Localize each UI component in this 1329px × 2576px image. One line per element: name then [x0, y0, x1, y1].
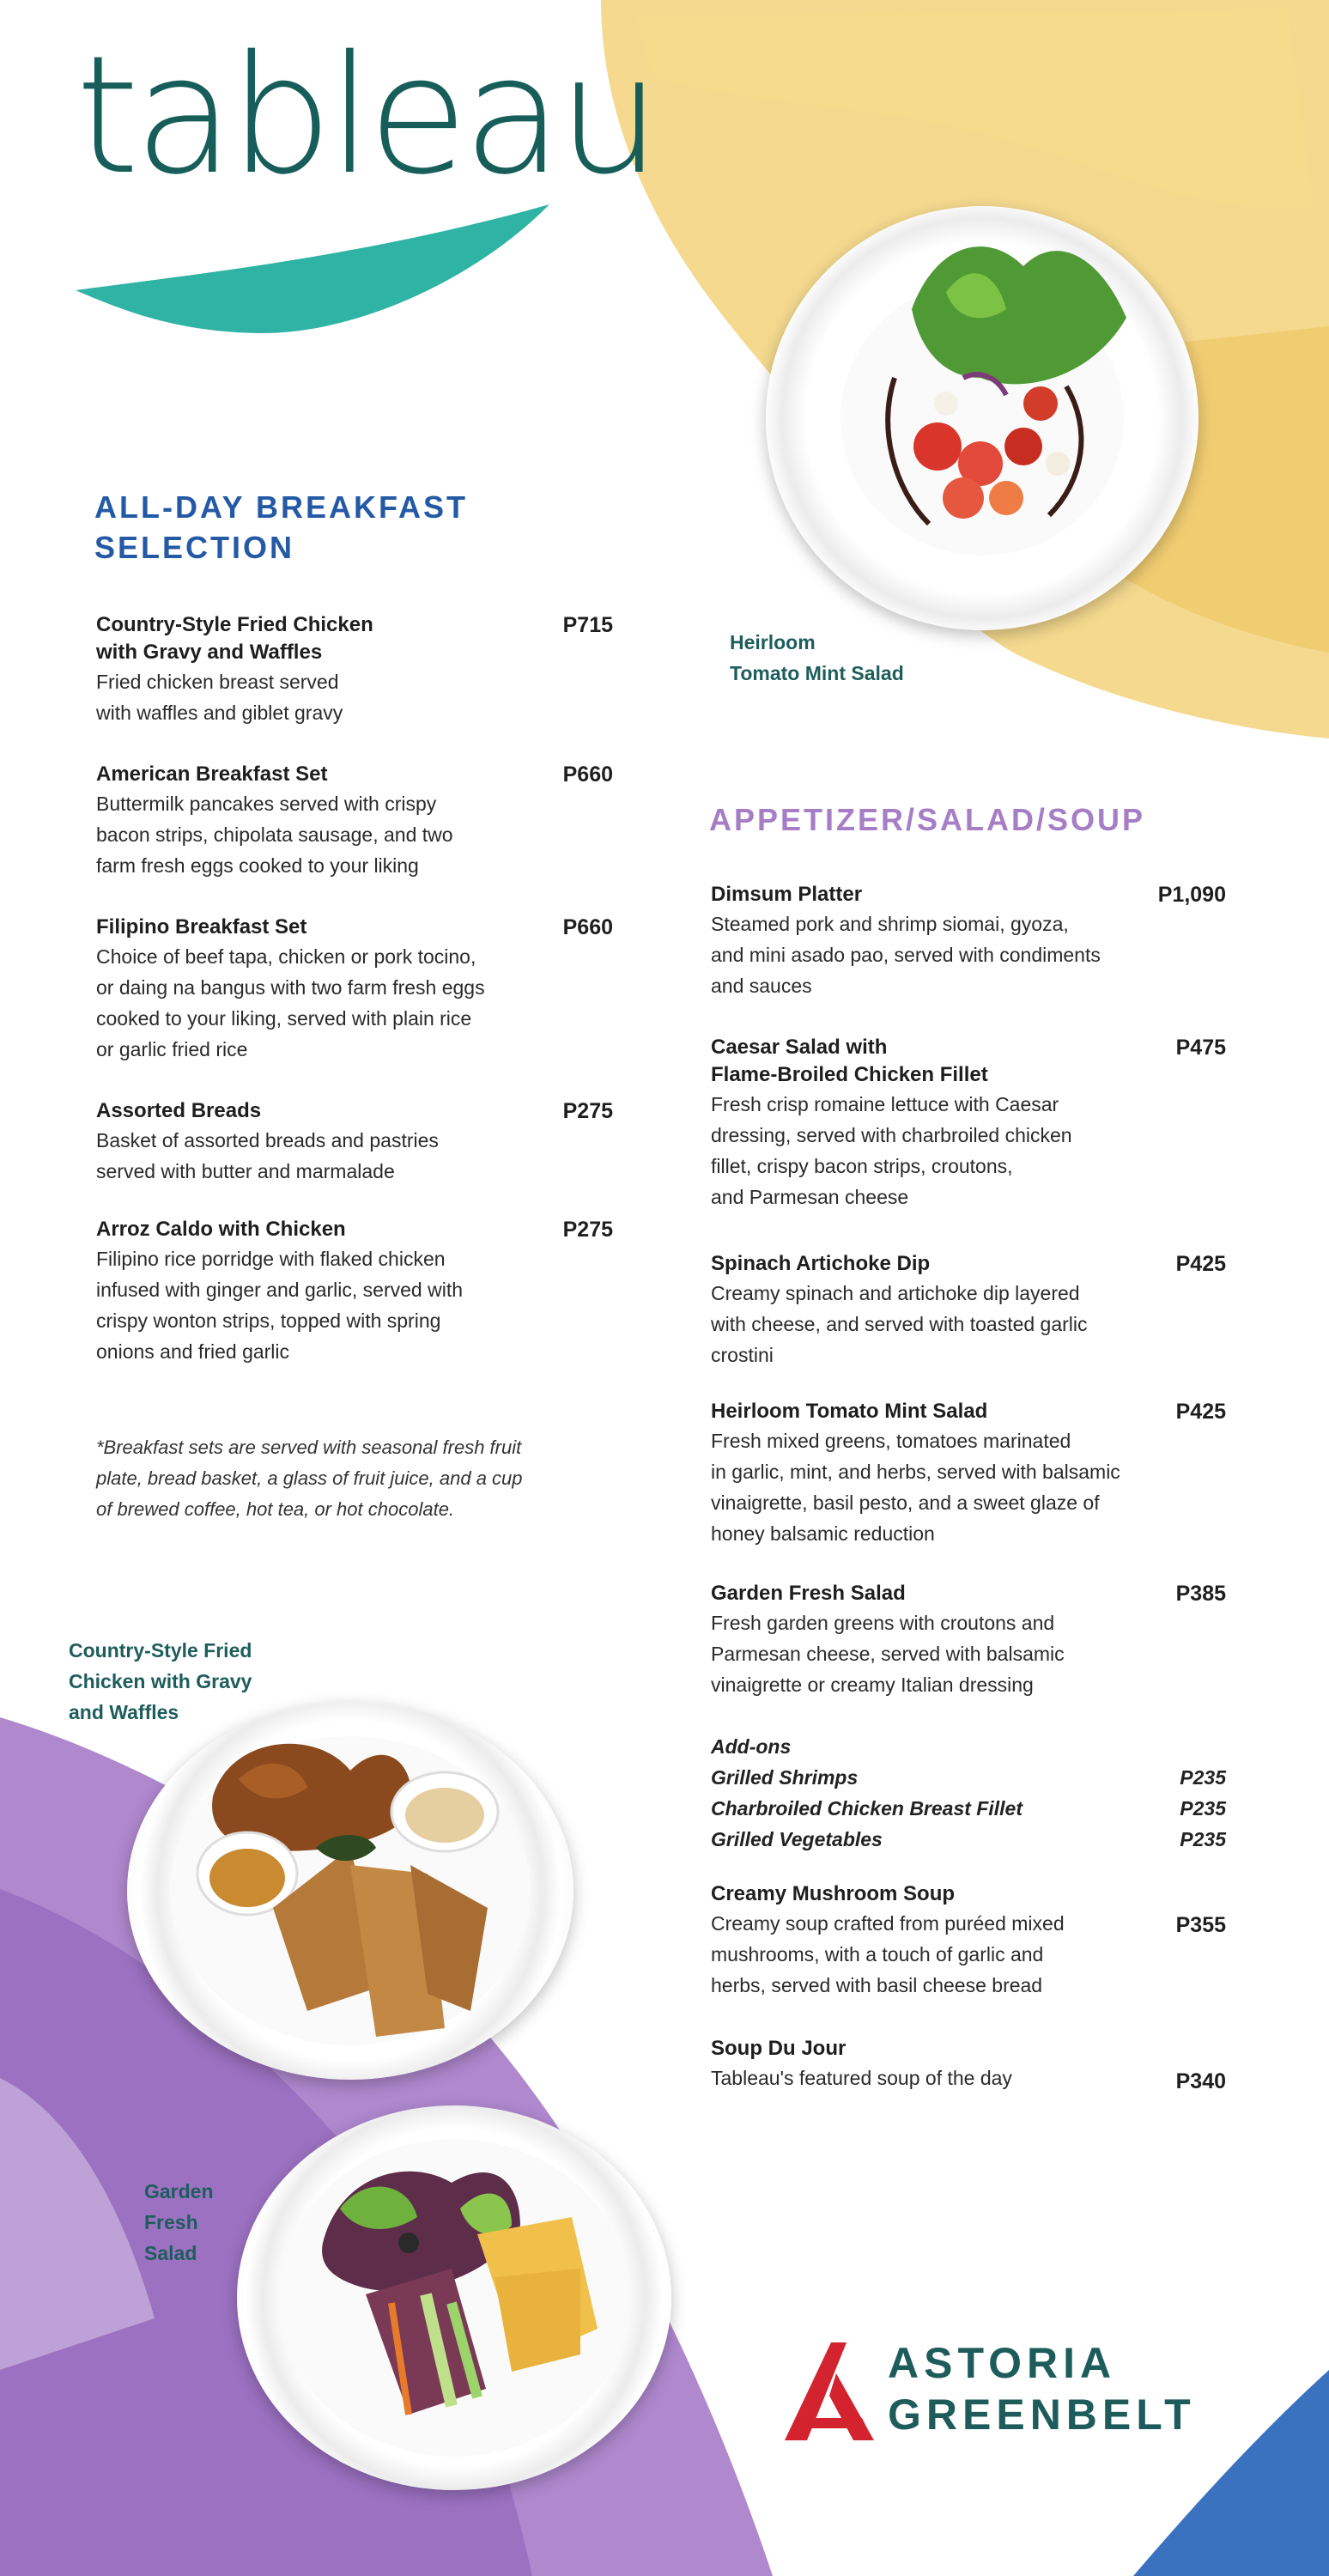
menu-item-description: Fresh crisp romaine lettuce with Caesar [711, 1093, 1059, 1115]
menu-item-description: Fresh garden greens with croutons and [711, 1612, 1055, 1634]
menu-item-price: P275 [562, 1099, 613, 1123]
menu-item-description: Tableau's featured soup of the day [711, 2067, 1012, 2089]
fried-chicken-caption: Country-Style Fried Chicken with Gravy and Waffles [69, 1639, 252, 1723]
menu-item-description: honey balsamic reduction [711, 1522, 935, 1545]
menu-item-description: Creamy soup crafted from puréed mixed [711, 1912, 1065, 1935]
menu-item-name: Garden Fresh Salad [711, 1582, 906, 1605]
menu-item-description: and Parmesan cheese [711, 1186, 909, 1208]
menu-item-description: crispy wonton strips, topped with spring [96, 1309, 441, 1332]
fried-chicken-illustration [127, 1702, 573, 2080]
menu-item-price: P715 [562, 613, 613, 637]
logo-swoosh [76, 204, 549, 333]
garden-salad-illustration [237, 2105, 671, 2490]
menu-item-description: Parmesan cheese, served with balsamic [711, 1643, 1065, 1665]
menu-item-description: and mini asado pao, served with condiments [711, 944, 1101, 966]
menu-item-description: dressing, served with charbroiled chicken [711, 1124, 1072, 1146]
tomato-salad-photo [766, 206, 1199, 630]
menu-item-description: or daing na bangus with two farm fresh eggs [96, 976, 485, 999]
menu-item-description: with cheese, and served with toasted garlic [711, 1313, 1088, 1335]
menu-item [711, 1034, 1192, 1212]
menu-item-description: crostini [711, 1344, 774, 1366]
menu-item-description: Basket of assorted breads and pastries [96, 1129, 439, 1151]
tableau-logo: tableau [76, 21, 657, 210]
breakfast-note: *Breakfast sets are served with seasonal fresh fruit plate, bread basket, a glass of fruit juice, and a cup of brewed coffee, hot tea, or hot chocolate. [96, 1437, 523, 1520]
addons-block [711, 1731, 1226, 1855]
menu-item-description: in garlic, mint, and herbs, served with balsamic [711, 1461, 1120, 1483]
menu-item-price: P355 [1175, 1913, 1226, 1937]
tomato-salad-illustration [766, 206, 1199, 630]
addon-price: P235 [1180, 1797, 1226, 1820]
astoria-greenbelt-logo [781, 2336, 1228, 2447]
garden-salad-photo [237, 2105, 671, 2490]
addon-name: Grilled Shrimps [711, 1766, 859, 1789]
menu-item-price: P425 [1175, 1252, 1226, 1276]
astoria-a-mark-icon [781, 2339, 877, 2440]
garden-salad-caption: Garden Fresh Salad [144, 2180, 214, 2264]
menu-item-description: fillet, crispy bacon strips, croutons, [711, 1155, 1013, 1177]
menu-item-name: Soup Du Jour [711, 2037, 847, 2060]
menu-item-price: P660 [562, 762, 613, 787]
menu-item-description: or garlic fried rice [96, 1038, 248, 1060]
astoria-text: ASTORIA [888, 2339, 1117, 2387]
menu-item-description: vinaigrette, basil pesto, and a sweet glaze of [711, 1492, 1100, 1514]
addons-label: Add-ons [711, 1735, 792, 1758]
menu-item-name: American Breakfast Set [96, 762, 328, 786]
menu-item-price: P425 [1175, 1400, 1226, 1424]
addon-name: Charbroiled Chicken Breast Fillet [711, 1797, 1023, 1820]
menu-item-description: bacon strips, chipolata sausage, and two [96, 823, 453, 846]
menu-item-description: Steamed pork and shrimp siomai, gyoza, [711, 913, 1069, 935]
menu-item-name: Filipino Breakfast Set [96, 915, 307, 939]
menu-item-description: farm fresh eggs cooked to your liking [96, 854, 419, 877]
breakfast-section-title: ALL-DAY BREAKFAST SELECTION [94, 489, 469, 565]
menu-item-description: Filipino rice porridge with flaked chicken [96, 1248, 446, 1270]
menu-item-description: herbs, served with basil cheese bread [711, 1974, 1043, 1996]
addon-price: P235 [1180, 1766, 1226, 1789]
menu-item-name: Dimsum Platter [711, 883, 863, 906]
menu-item-description: mushrooms, with a touch of garlic and [711, 1943, 1044, 1965]
menu-item-name: Spinach Artichoke Dip [711, 1252, 931, 1275]
menu-item-description: Choice of beef tapa, chicken or pork tocino, [96, 945, 476, 968]
fried-chicken-photo [127, 1702, 573, 2080]
menu-item-description: infused with ginger and garlic, served with [96, 1279, 464, 1301]
menu-item-description: Creamy spinach and artichoke dip layered [711, 1282, 1080, 1304]
menu-item-price: P385 [1175, 1582, 1226, 1606]
appetizer-section-title: APPETIZER/SALAD/SOUP [709, 802, 1146, 837]
menu-item-price: P275 [562, 1218, 613, 1242]
menu-item-name: Flame-Broiled Chicken Fillet [711, 1063, 988, 1086]
menu-item [711, 1880, 1192, 2001]
menu-item-name: Heirloom Tomato Mint Salad [711, 1400, 988, 1423]
menu-item-description: with waffles and giblet gravy [96, 702, 343, 724]
greenbelt-text: GREENBELT [888, 2391, 1196, 2439]
menu-item-name: Creamy Mushroom Soup [711, 1882, 956, 1905]
menu-item-price: P1,090 [1157, 883, 1226, 907]
menu-item-description: Fried chicken breast served [96, 671, 339, 693]
addon-name: Grilled Vegetables [711, 1828, 883, 1850]
menu-item-name: Country-Style Fried Chicken [96, 613, 373, 636]
menu-item-price: P475 [1175, 1036, 1226, 1060]
menu-item-price: P340 [1175, 2069, 1226, 2093]
menu-item-price: P660 [562, 915, 613, 939]
menu-item-description: Fresh mixed greens, tomatoes marinated [711, 1430, 1071, 1452]
tomato-salad-caption: Heirloom Tomato Mint Salad [730, 631, 904, 684]
menu-item-description: vinaigrette or creamy Italian dressing [711, 1674, 1034, 1696]
menu-item-description: served with butter and marmalade [96, 1160, 395, 1182]
addon-price: P235 [1180, 1828, 1226, 1850]
menu-item-description: and sauces [711, 975, 812, 997]
menu-item-description: Buttermilk pancakes served with crispy [96, 793, 437, 815]
menu-item-name: Caesar Salad with [711, 1036, 888, 1059]
menu-item-name: with Gravy and Waffles [96, 641, 323, 664]
menu-item-description: onions and fried garlic [96, 1340, 290, 1363]
menu-item-name: Arroz Caldo with Chicken [96, 1218, 346, 1241]
menu-item-description: cooked to your liking, served with plain rice [96, 1007, 472, 1030]
menu-item-name: Assorted Breads [96, 1099, 262, 1122]
